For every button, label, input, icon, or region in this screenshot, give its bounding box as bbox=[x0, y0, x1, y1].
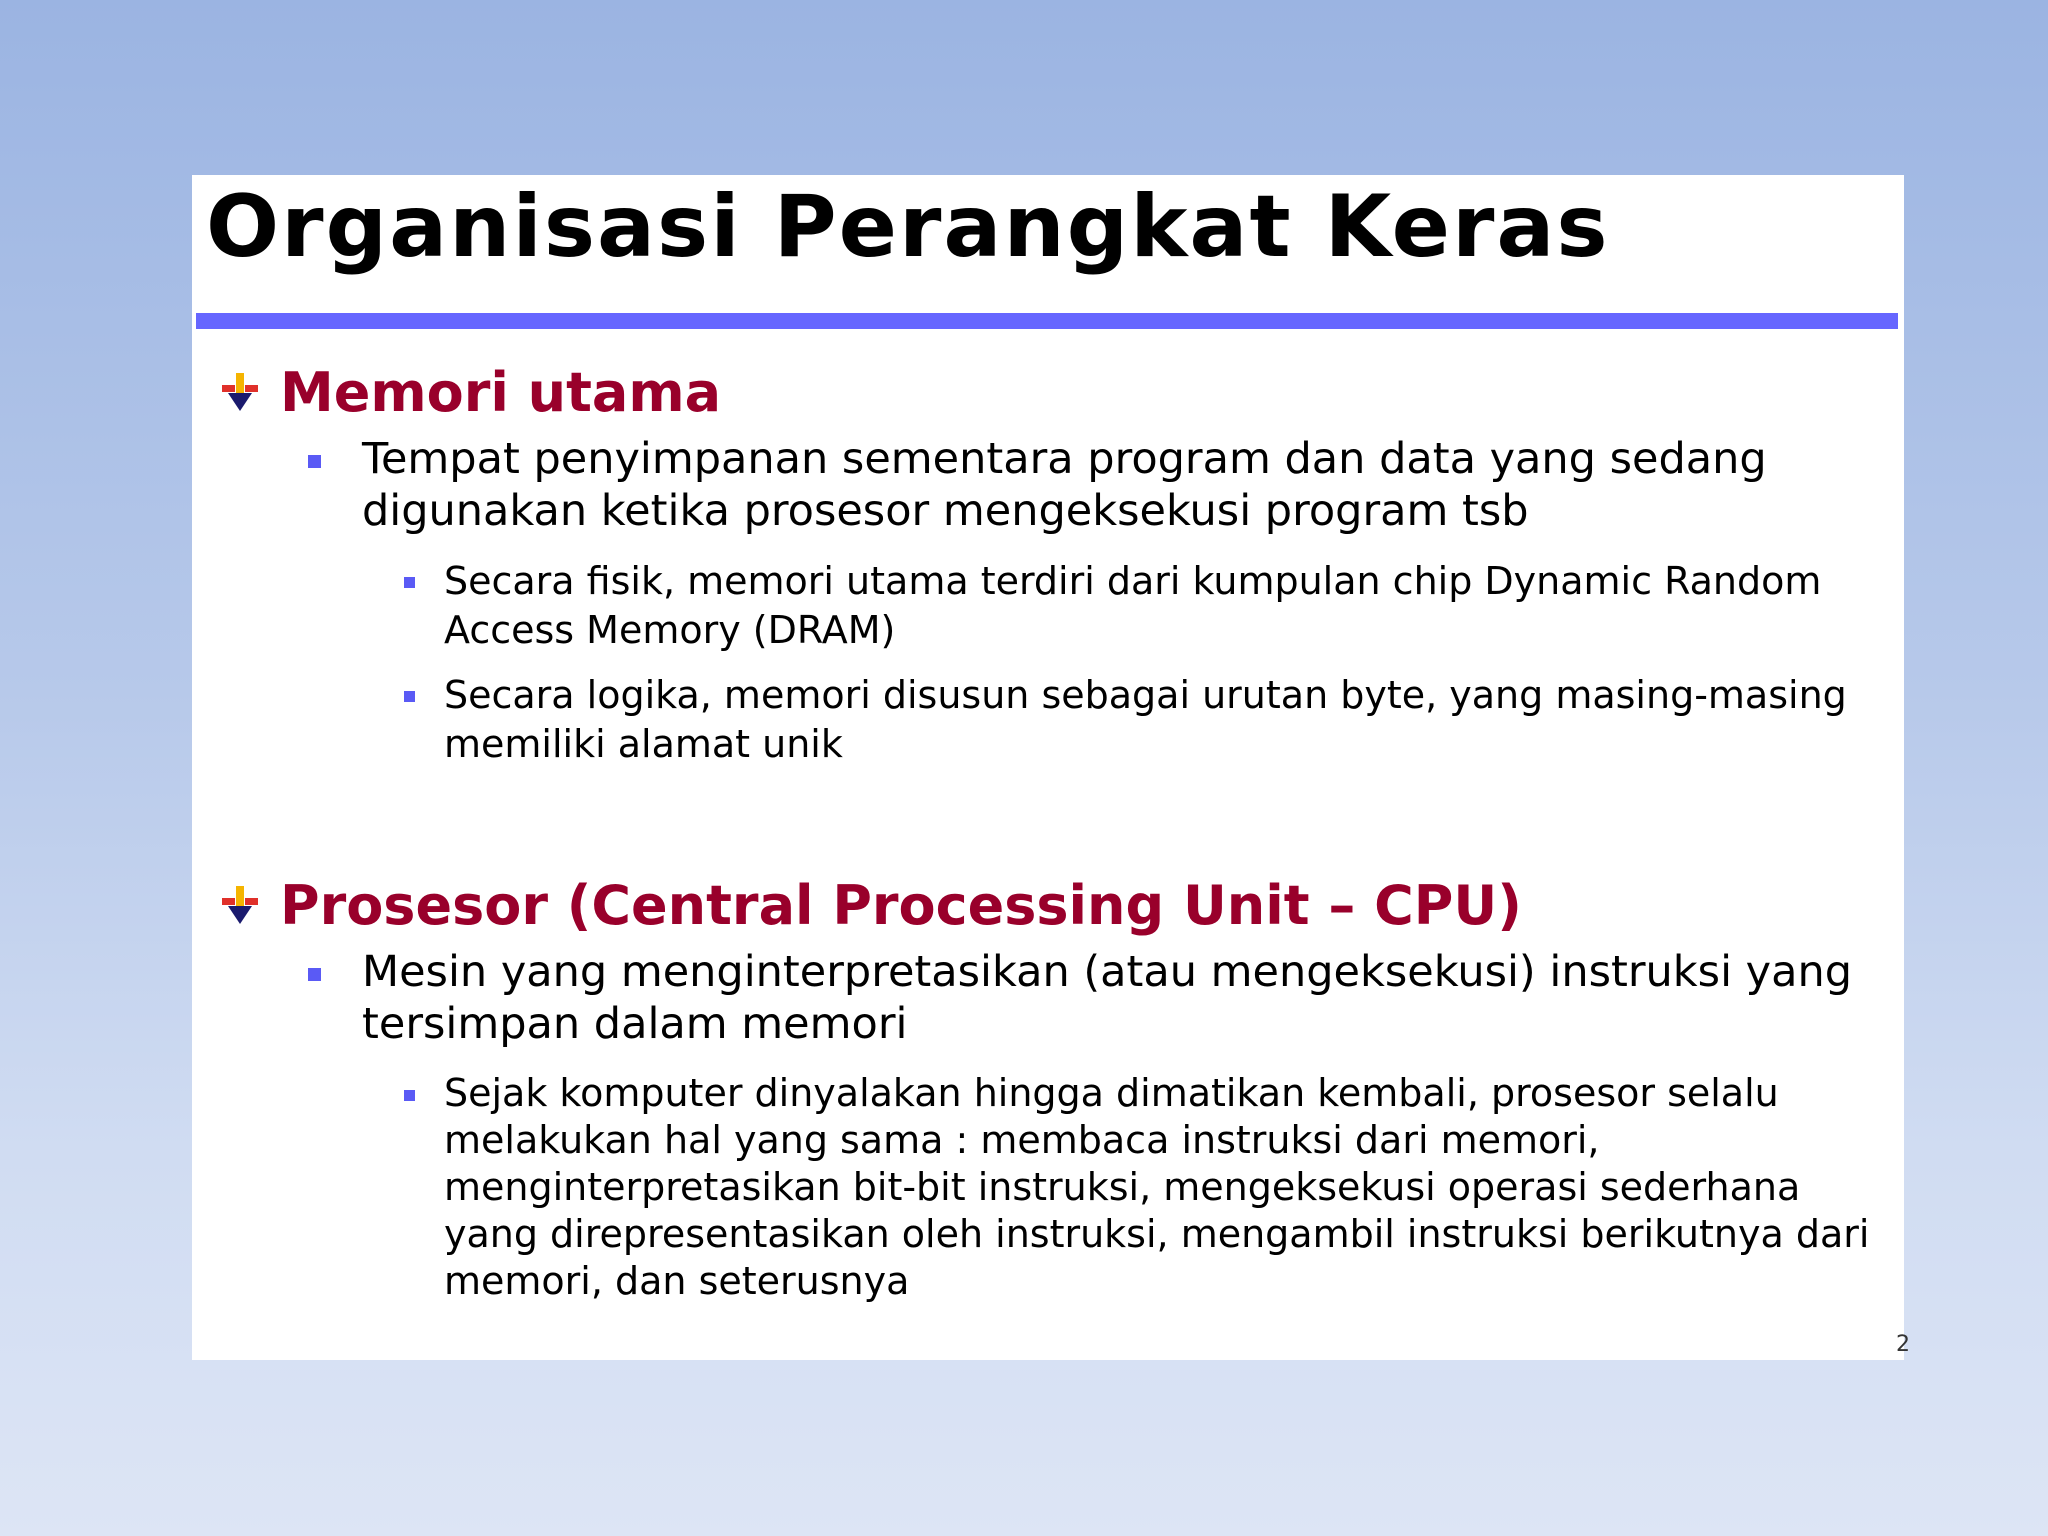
bullet-point-text: Tempat penyimpanan sementara program dan data yang sedang digunakan ketika prosesor mengeksekusi program tsb bbox=[362, 434, 1767, 536]
down-arrow-icon bbox=[218, 371, 262, 415]
title-divider bbox=[196, 313, 1898, 329]
section-heading-text: Prosesor (Central Processing Unit – CPU) bbox=[280, 874, 1522, 937]
down-arrow-icon bbox=[218, 884, 262, 928]
section-heading bbox=[218, 357, 1878, 429]
section-memori-utama bbox=[218, 357, 1878, 769]
sub-bullet-point bbox=[218, 557, 1878, 655]
square-bullet-icon bbox=[404, 691, 415, 702]
page-number: 2 bbox=[1896, 1332, 1910, 1357]
square-bullet-icon bbox=[404, 577, 415, 588]
section-heading bbox=[218, 870, 1878, 942]
bullet-point-text: Mesin yang menginterpretasikan (atau mengeksekusi) instruksi yang tersimpan dalam memori bbox=[362, 947, 1853, 1049]
sub-bullet-point bbox=[218, 1070, 1878, 1305]
square-bullet-icon bbox=[308, 968, 321, 981]
sub-bullet-point bbox=[218, 671, 1878, 769]
bullet-point bbox=[218, 946, 1878, 1050]
sub-bullet-point-text: Secara logika, memori disusun sebagai urutan byte, yang masing-masing memiliki alamat unik bbox=[444, 673, 1847, 766]
square-bullet-icon bbox=[308, 455, 321, 468]
sub-bullet-point-text: Secara fisik, memori utama terdiri dari kumpulan chip Dynamic Random Access Memory (DRAM) bbox=[444, 559, 1822, 652]
bullet-point bbox=[218, 433, 1878, 537]
square-bullet-icon bbox=[404, 1090, 415, 1101]
slide-title: Organisasi Perangkat Keras bbox=[206, 177, 1610, 277]
sub-bullet-point-text: Sejak komputer dinyalakan hingga dimatikan kembali, prosesor selalu melakukan hal yang sama : membaca instruksi dari memori, menginterpretasikan bit-bit instruksi, mengeksekusi operasi sederhana yang direpresentasikan oleh instruksi, mengambil instruksi berikutnya dari memori, dan seterusnya bbox=[444, 1071, 1870, 1303]
slide bbox=[192, 175, 1910, 1360]
section-prosesor bbox=[218, 870, 1878, 1305]
section-heading-text: Memori utama bbox=[280, 361, 722, 424]
